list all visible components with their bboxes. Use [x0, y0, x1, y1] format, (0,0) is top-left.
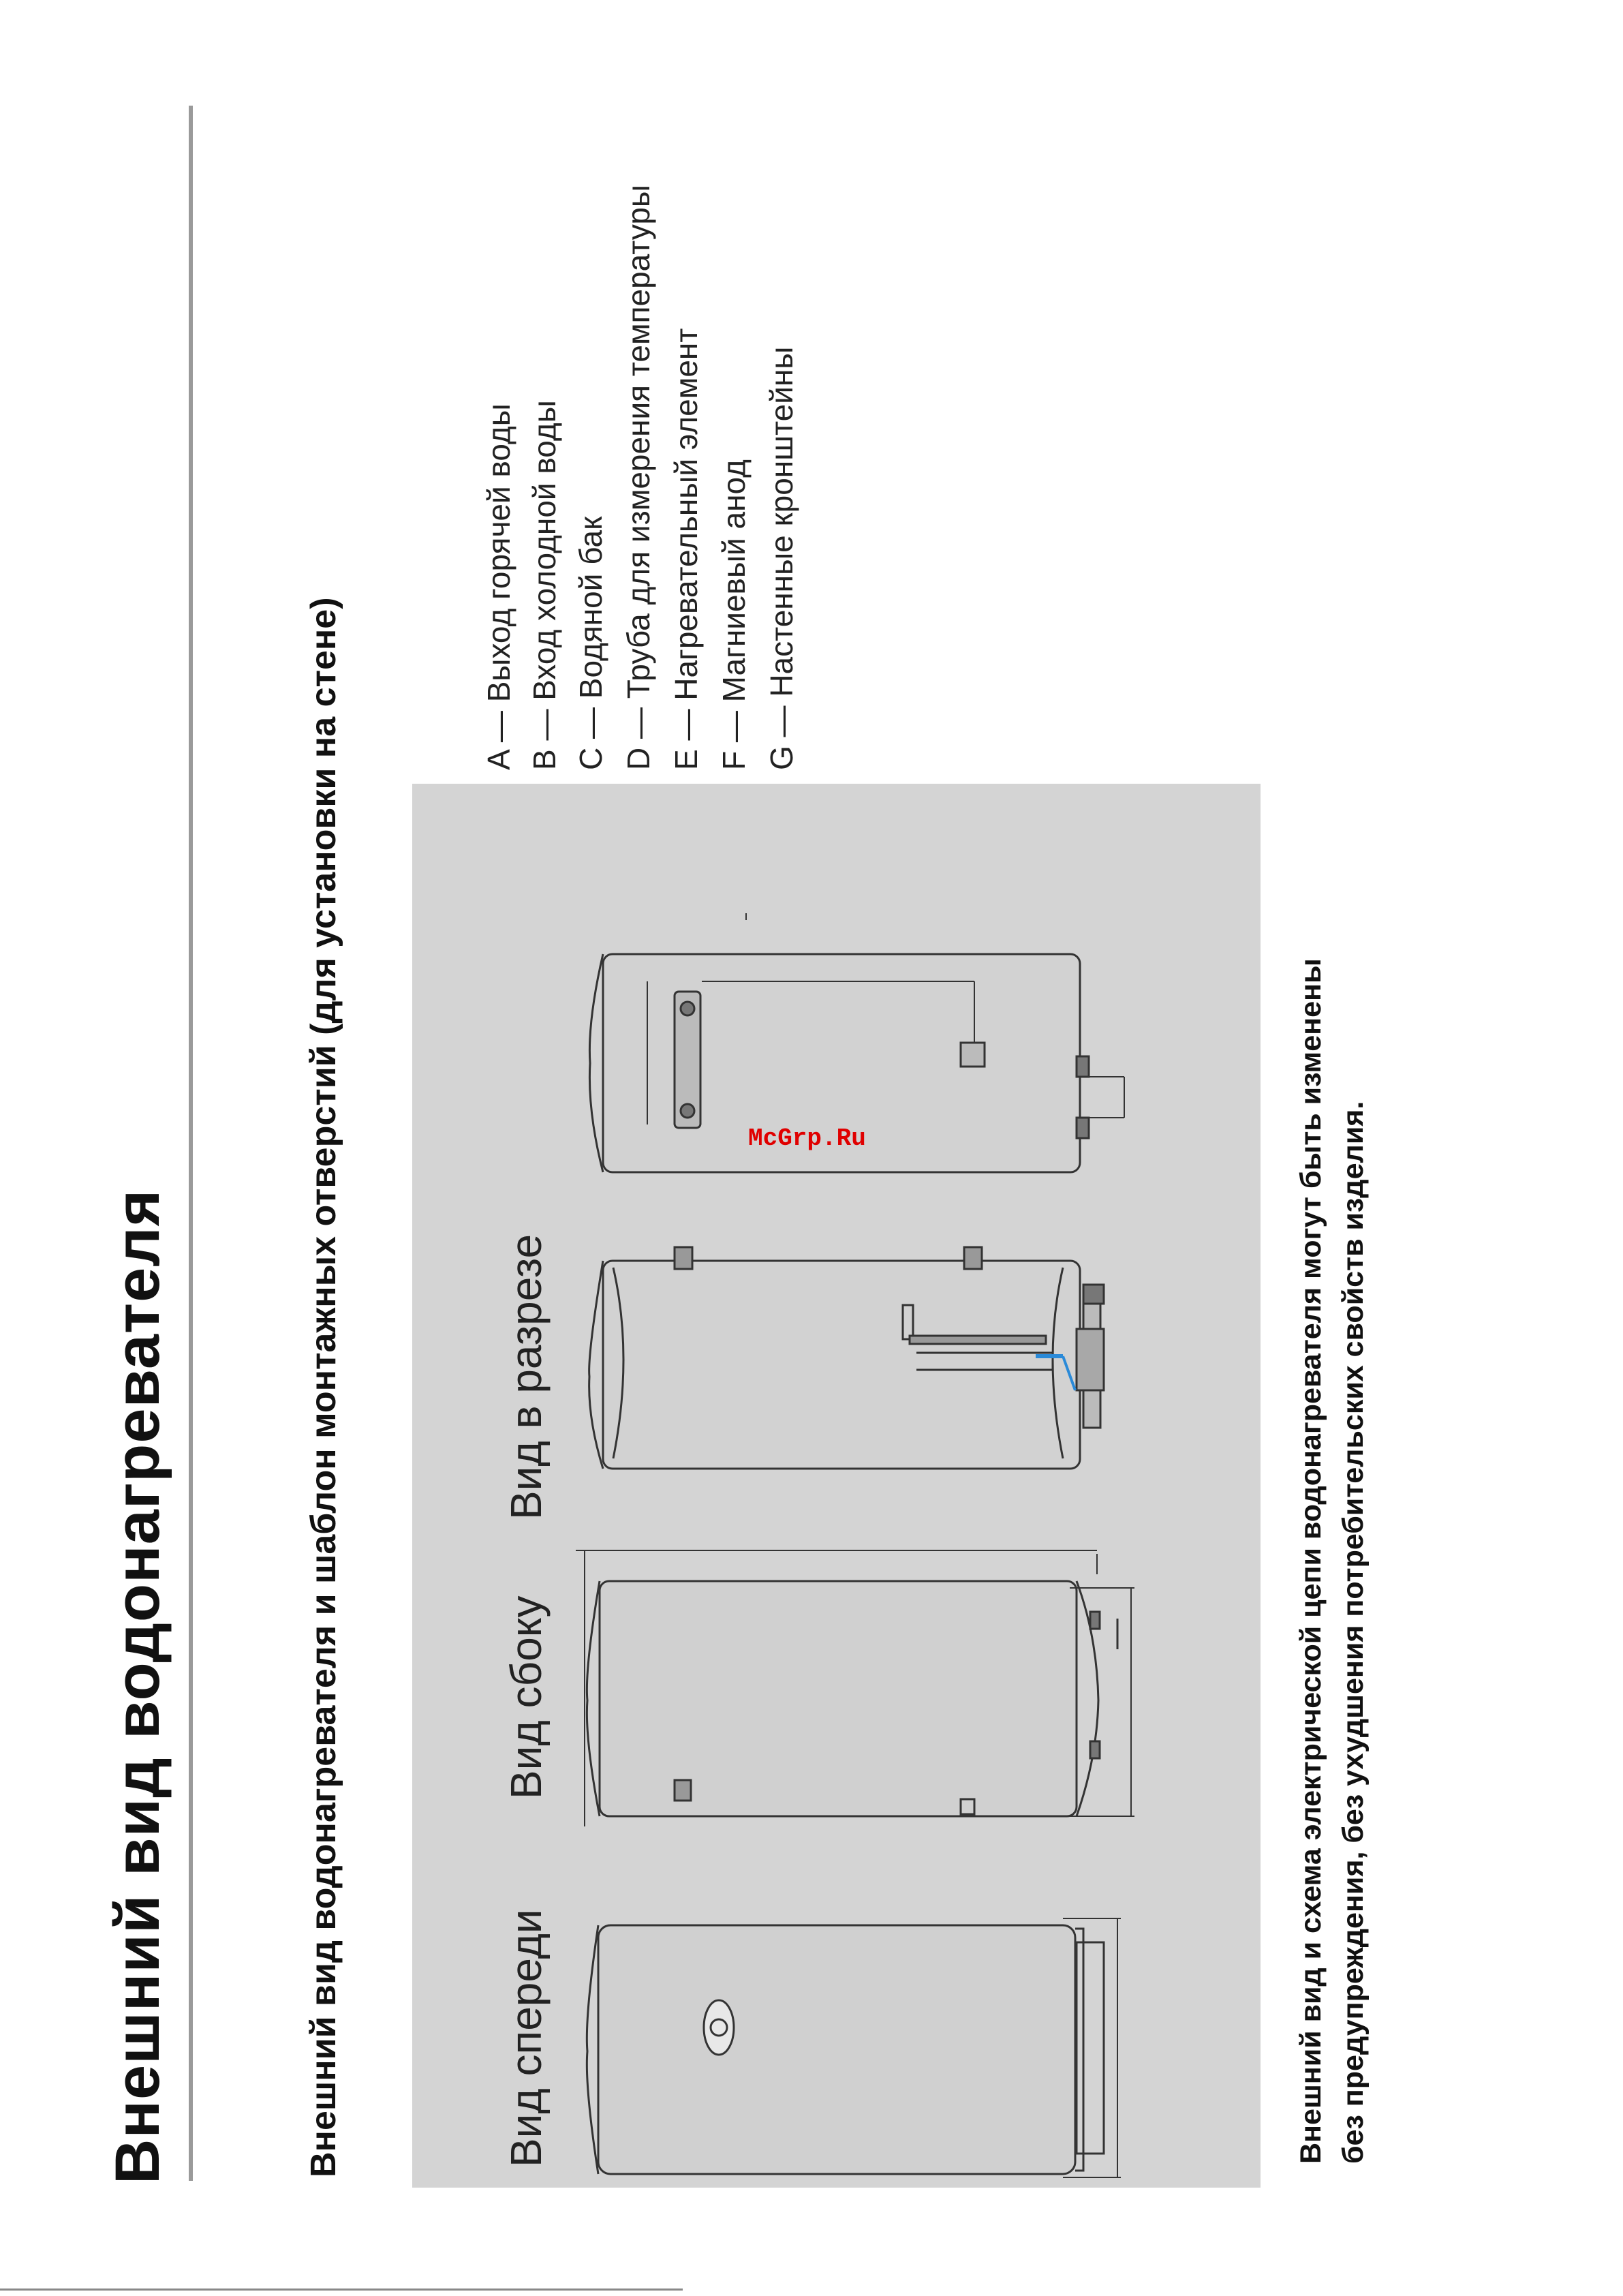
- page-title: Внешний вид водонагревателя: [103, 1189, 172, 2184]
- front-view-label: Вид спереди: [501, 1909, 551, 2167]
- legend-item-g: G — Настенные кронштейны: [764, 346, 799, 770]
- side-view-label: Вид сбоку: [501, 1595, 551, 1799]
- footnote-line-1: Внешний вид и схема электрической цепи водонагревателя могут быть изменены: [1295, 958, 1327, 2164]
- legend-item-b: B — Вход холодной воды: [527, 400, 562, 770]
- watermark: McGrp.Ru: [748, 1124, 866, 1152]
- bottom-rule: [0, 2289, 683, 2291]
- legend-item-d: D — Труба для измерения температуры: [621, 185, 656, 770]
- legend-item-c: C — Водяной бак: [573, 516, 608, 770]
- legend-item-f: F — Магниевый анод: [716, 459, 752, 770]
- section-view-drawing: [589, 1247, 1104, 1469]
- front-view-drawing: [587, 1918, 1121, 2177]
- legend-item-a: A — Выход горячей воды: [481, 403, 516, 770]
- legend-item-e: E — Нагревательный элемент: [668, 328, 704, 770]
- side-view-drawing: [576, 1550, 1134, 1826]
- section-view-label: Вид в разрезе: [501, 1234, 551, 1520]
- section-title: Внешний вид водонагревателя и шаблон монтажных отверстий (для установки на стене): [304, 597, 343, 2177]
- footnote-line-2: без предупреждения, без ухудшения потребительских свойств изделия.: [1337, 1101, 1370, 2164]
